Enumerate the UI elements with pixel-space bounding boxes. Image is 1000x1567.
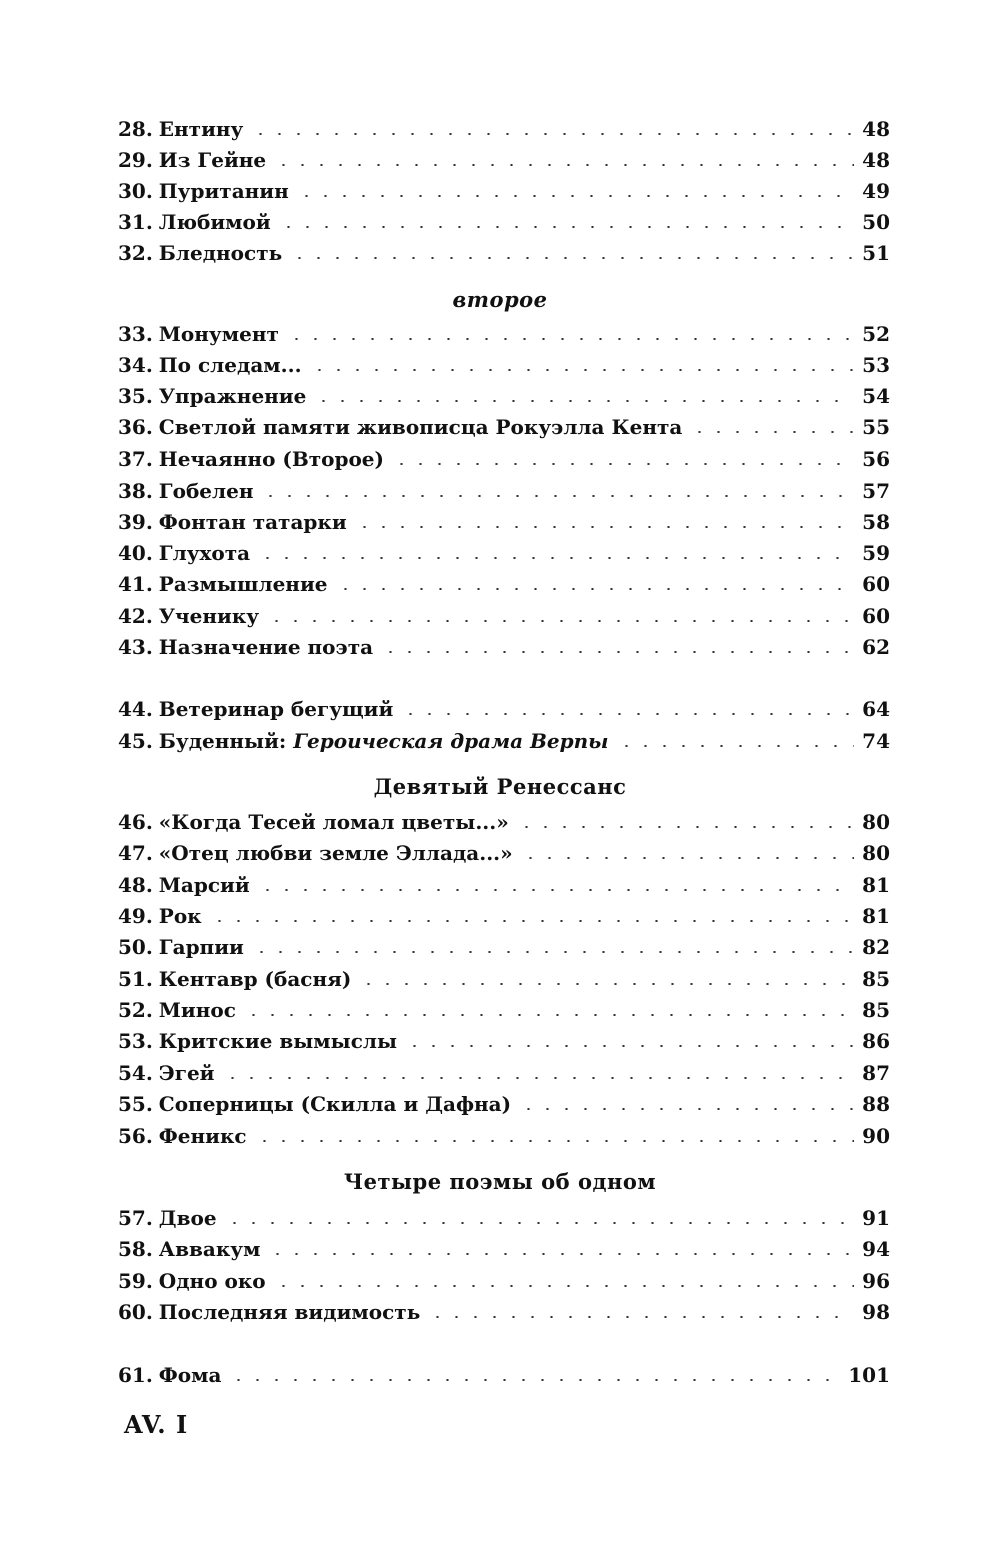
- entry-page-number: 56: [862, 447, 890, 471]
- entry-number: 33.: [118, 322, 153, 346]
- entry-number: 36.: [118, 415, 153, 439]
- toc-entry[interactable]: [118, 377, 890, 408]
- entry-number: 49.: [118, 904, 153, 928]
- entry-title: Кентавр (басня): [158, 967, 352, 991]
- entry-number: 43.: [118, 635, 153, 659]
- dot-leader: [428, 1316, 854, 1318]
- entry-page-number: 60: [862, 604, 890, 628]
- dot-leader: [517, 826, 854, 828]
- entry-number: 44.: [118, 697, 153, 721]
- entry-page-number: 80: [862, 810, 890, 834]
- entry-page-number: 86: [862, 1029, 890, 1053]
- entry-page-number: 52: [862, 322, 890, 346]
- toc-entry[interactable]: [118, 315, 890, 346]
- entry-page-number: 60: [862, 572, 890, 596]
- entry-page-number: 57: [862, 479, 890, 503]
- toc-entry[interactable]: [118, 408, 890, 439]
- entry-number: 54.: [118, 1061, 153, 1085]
- toc-entry[interactable]: [118, 803, 890, 834]
- entry-page-number: 53: [862, 353, 890, 377]
- toc-entry[interactable]: [118, 1230, 890, 1261]
- toc-entry[interactable]: [118, 722, 890, 753]
- toc-entry[interactable]: [118, 1293, 890, 1324]
- entry-title: Фонтан татарки: [158, 510, 347, 534]
- entry-title: Гобелен: [158, 479, 254, 503]
- entry-number: 29.: [118, 148, 153, 172]
- entry-title: Любимой: [158, 210, 271, 234]
- toc-entry[interactable]: [118, 141, 890, 172]
- dot-leader: [310, 369, 854, 371]
- entry-page-number: 74: [862, 729, 890, 753]
- entry-number: 34.: [118, 353, 153, 377]
- dot-leader: [287, 338, 854, 340]
- dot-leader: [297, 195, 854, 197]
- entry-title: Нечаянно (Второе): [158, 447, 384, 471]
- entry-title: «Когда Тесей ломал цветы...»: [158, 810, 509, 834]
- entry-title: Аввакум: [158, 1237, 261, 1261]
- toc-entry[interactable]: [118, 1022, 890, 1053]
- entry-title: Феникс: [158, 1124, 247, 1148]
- dot-leader: [225, 1222, 854, 1224]
- toc-entry[interactable]: [118, 534, 890, 565]
- entry-page-number: 85: [862, 998, 890, 1022]
- entry-number: 52.: [118, 998, 153, 1022]
- entry-number: 46.: [118, 810, 153, 834]
- entry-title: Из Гейне: [158, 148, 267, 172]
- toc-entry[interactable]: [118, 1085, 890, 1116]
- entry-page-number: 48: [862, 148, 890, 172]
- entry-number: 53.: [118, 1029, 153, 1053]
- entry-page-number: 51: [862, 241, 890, 265]
- entry-title: Ученику: [158, 604, 260, 628]
- dot-leader: [274, 164, 854, 166]
- entry-title: Светлой памяти живописца Рокуэлла Кента: [158, 415, 683, 439]
- entry-page-number: 81: [862, 873, 890, 897]
- entry-number: 39.: [118, 510, 153, 534]
- entry-page-number: 87: [862, 1061, 890, 1085]
- dot-leader: [617, 745, 854, 747]
- dot-leader: [355, 526, 854, 528]
- toc-entry[interactable]: [118, 472, 890, 503]
- dot-leader: [381, 651, 854, 653]
- entry-title: Рок: [158, 904, 202, 928]
- entry-page-number: 80: [862, 841, 890, 865]
- entry-title: Бледность: [158, 241, 283, 265]
- entry-number: 50.: [118, 935, 153, 959]
- entry-number: 30.: [118, 179, 153, 203]
- entry-page-number: 88: [862, 1092, 890, 1116]
- entry-title: Последняя видимость: [158, 1300, 421, 1324]
- dot-leader: [267, 620, 854, 622]
- entry-page-number: 81: [862, 904, 890, 928]
- entry-page-number: 91: [862, 1206, 890, 1230]
- toc-entry[interactable]: [118, 1356, 890, 1387]
- dot-leader: [258, 557, 854, 559]
- entry-number: 51.: [118, 967, 153, 991]
- entry-number: 35.: [118, 384, 153, 408]
- entry-page-number: 62: [862, 635, 890, 659]
- entry-number: 28.: [118, 117, 153, 141]
- entry-page-number: 82: [862, 935, 890, 959]
- dot-leader: [268, 1253, 854, 1255]
- entry-title: Пуританин: [158, 179, 289, 203]
- dot-leader: [244, 1014, 854, 1016]
- dot-leader: [229, 1379, 840, 1381]
- entry-page-number: 58: [862, 510, 890, 534]
- entry-page-number: 85: [862, 967, 890, 991]
- toc-entry[interactable]: [118, 866, 890, 897]
- entry-number: 58.: [118, 1237, 153, 1261]
- toc-entry[interactable]: [118, 1199, 890, 1230]
- entry-title: Упражнение: [158, 384, 307, 408]
- entry-number: 60.: [118, 1300, 153, 1324]
- entry-page-number: 90: [862, 1124, 890, 1148]
- dot-leader: [223, 1077, 854, 1079]
- entry-title: Фома: [158, 1363, 222, 1387]
- entry-number: 40.: [118, 541, 153, 565]
- toc-entry[interactable]: [118, 991, 890, 1022]
- entry-page-number: 50: [862, 210, 890, 234]
- dot-leader: [521, 857, 854, 859]
- entry-title: Ентину: [158, 117, 244, 141]
- entry-title: Размышление: [158, 572, 328, 596]
- toc-entry[interactable]: [118, 172, 890, 203]
- toc-entry[interactable]: [118, 565, 890, 596]
- dot-leader: [210, 920, 854, 922]
- entry-title-italic: Героическая драма Верпы: [293, 729, 609, 753]
- entry-number: 45.: [118, 729, 153, 753]
- entry-number: 55.: [118, 1092, 153, 1116]
- toc-entry[interactable]: [118, 928, 890, 959]
- dot-leader: [401, 713, 854, 715]
- toc-entry[interactable]: [118, 110, 890, 141]
- entry-title: Монумент: [158, 322, 279, 346]
- toc-entry[interactable]: [118, 234, 890, 265]
- entry-number: 47.: [118, 841, 153, 865]
- entry-title: Гарпии: [158, 935, 244, 959]
- entry-title: Ветеринар бегущий: [158, 697, 394, 721]
- entry-page-number: 48: [862, 117, 890, 141]
- entry-title: [159, 729, 609, 753]
- entry-number: 41.: [118, 572, 153, 596]
- entry-title-plain: Буденный:: [158, 729, 294, 753]
- dot-leader: [261, 495, 854, 497]
- section-heading: Четыре поэмы об одном: [343, 1169, 657, 1194]
- entry-number: 61.: [118, 1363, 153, 1387]
- dot-leader: [255, 1140, 854, 1142]
- entry-page-number: 49: [862, 179, 890, 203]
- toc-entry[interactable]: [118, 503, 890, 534]
- toc-entry[interactable]: [118, 897, 890, 928]
- dot-leader: [252, 951, 854, 953]
- section-heading: Девятый Ренессанс: [373, 774, 627, 799]
- dot-leader: [314, 400, 854, 402]
- entry-title: Соперницы (Скилла и Дафна): [158, 1092, 512, 1116]
- entry-title: Одно око: [158, 1269, 266, 1293]
- entry-title: «Отец любви земле Эллада...»: [158, 841, 513, 865]
- entry-page-number: 96: [862, 1269, 890, 1293]
- entry-number: 37.: [118, 447, 153, 471]
- entry-number: 57.: [118, 1206, 153, 1230]
- toc-entry[interactable]: [118, 597, 890, 628]
- entry-page-number: 94: [862, 1237, 890, 1261]
- entry-page-number: 101: [848, 1363, 890, 1387]
- entry-page-number: 55: [862, 415, 890, 439]
- toc-entry[interactable]: [118, 440, 890, 471]
- dot-leader: [290, 257, 854, 259]
- entry-title: Глухота: [158, 541, 251, 565]
- entry-page-number: 64: [862, 697, 890, 721]
- entry-title: Критские вымыслы: [158, 1029, 398, 1053]
- entry-page-number: 98: [862, 1300, 890, 1324]
- entry-number: 31.: [118, 210, 153, 234]
- toc-entry[interactable]: [118, 960, 890, 991]
- toc-entry[interactable]: [118, 346, 890, 377]
- dot-leader: [405, 1045, 854, 1047]
- signature-mark: AV. I: [124, 1410, 189, 1439]
- entry-number: 32.: [118, 241, 153, 265]
- dot-leader: [251, 133, 854, 135]
- entry-title: Минос: [158, 998, 236, 1022]
- dot-leader: [392, 463, 854, 465]
- entry-page-number: 59: [862, 541, 890, 565]
- dot-leader: [690, 431, 854, 433]
- dot-leader: [359, 983, 854, 985]
- toc-entry[interactable]: [118, 628, 890, 659]
- entry-number: 48.: [118, 873, 153, 897]
- entry-number: 56.: [118, 1124, 153, 1148]
- toc-entry[interactable]: [118, 1262, 890, 1293]
- toc-entry[interactable]: [118, 834, 890, 865]
- dot-leader: [258, 889, 854, 891]
- entry-title: Эгей: [158, 1061, 215, 1085]
- toc-entry[interactable]: [118, 1054, 890, 1085]
- entry-title: Марсий: [158, 873, 250, 897]
- section-heading: второе: [452, 287, 548, 312]
- dot-leader: [519, 1108, 854, 1110]
- toc-entry[interactable]: [118, 1117, 890, 1148]
- entry-title: Двое: [158, 1206, 217, 1230]
- entry-page-number: 54: [862, 384, 890, 408]
- dot-leader: [279, 226, 854, 228]
- entry-number: 42.: [118, 604, 153, 628]
- dot-leader: [274, 1285, 854, 1287]
- toc-entry[interactable]: [118, 690, 890, 721]
- entry-title: Назначение поэта: [158, 635, 374, 659]
- toc-entry[interactable]: [118, 203, 890, 234]
- entry-number: 38.: [118, 479, 153, 503]
- entry-number: 59.: [118, 1269, 153, 1293]
- entry-title: По следам...: [158, 353, 302, 377]
- dot-leader: [336, 588, 855, 590]
